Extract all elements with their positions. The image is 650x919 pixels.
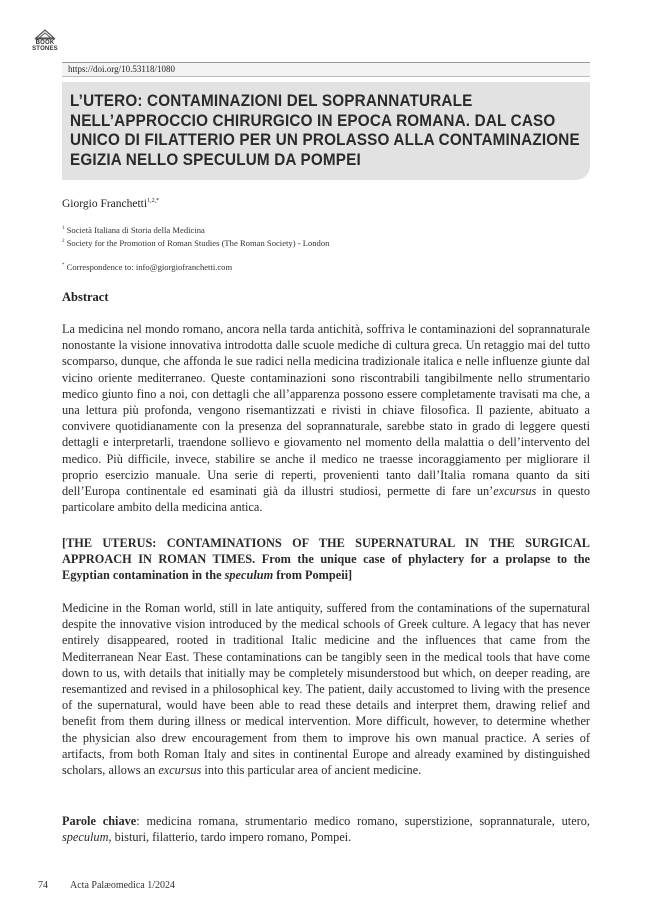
english-title-text: [THE UTERUS: CONTAMINATIONS OF THE SUPERNATURAL IN THE SURGICAL APPROACH IN ROMAN TIMES. From the unique case of phylactery for a prolapse to the Egyptian contamination in the — [62, 536, 590, 583]
doi-bar — [62, 62, 590, 77]
keywords-text: : medicina romana, strumentario medico romano, superstizione, soprannaturale, utero, — [136, 814, 590, 828]
affiliation-text: Society for the Promotion of Roman Studies (The Roman Society) - London — [66, 238, 330, 249]
english-title-text-end: from Pompeii] — [273, 568, 353, 583]
author-line — [62, 194, 159, 211]
doi-link[interactable]: https://doi.org/10.53118/1080 — [68, 64, 176, 74]
affiliation-text: Società Italiana di Storia della Medicina — [66, 224, 205, 235]
affiliations — [62, 223, 329, 250]
book-stones-icon — [34, 26, 56, 40]
logo-text-line2: STONES — [32, 46, 58, 52]
abstract-it-text: La medicina nel mondo romano, ancora nella tarda antichità, soffriva le contaminazioni del soprannaturale nonostante la visione innovativa introdotta dalle scuole mediche di cultura greca. Un retaggio mai del tutto scomparso, dunque, che affonda le sue radici nella medicina tradizionale italica e nelle influenze giunte dal vicino oriente mediterraneo. Queste contaminazioni sono riscontrabili tangibilmente nello strumentario medico giunto fino a noi, con dettagli che all’apparenza possono essere completamente travisati ma che, a una lettura più profonda, vengono risemantizzati e rivisti in chiave filosofica. Il paziente, abituato a convivere quotidianamente con la presenza del soprannaturale, sarebbe stato in grado di leggere questi dettagli e interpretarli, traendone sollievo e giovamento nel momento della malattia o dell’intervento del medico. Più difficile, invece, stabilire se anche il medico ne traesse incoraggiamento per migliorare il proprio esercizio manuale. Una serie di reperti, provenienti tanto dall’Italia romana quanto da siti dell’Europa continentale ed esaminati già da illustri studiosi, permette di fare un’ — [62, 322, 590, 499]
keywords-emphasis: speculum — [62, 830, 109, 845]
abstract-en-emphasis: excursus — [158, 763, 202, 778]
correspondence-text: Correspondence to: info@giorgiofranchetti.com — [66, 261, 233, 272]
english-title — [62, 535, 590, 584]
author-marks: 1,2,* — [147, 198, 160, 204]
correspondence — [62, 260, 232, 273]
english-title-emphasis: speculum — [224, 568, 274, 583]
paper-title: L’UTERO: CONTAMINAZIONI DEL SOPRANNATURALE NELL’APPROCCIO CHIRURGICO IN EPOCA ROMANA. DAL CASO UNICO DI FILATTERIO PER UN PROLASSO ALLA CONTAMINAZIONE EGIZIA NELLO SPECULUM DA POMPEI — [70, 92, 580, 169]
correspondence-mark: * — [62, 263, 65, 268]
affiliation-1 — [62, 223, 329, 236]
publisher-logo — [30, 26, 60, 52]
abstract-it-emphasis: excursus — [493, 484, 537, 499]
abstract-italian — [62, 321, 590, 515]
page-footer — [38, 880, 175, 892]
affiliation-mark: 1 — [62, 226, 65, 231]
abstract-en-text-end: into this particular area of ancient medicine. — [201, 763, 422, 778]
keywords — [62, 813, 590, 845]
page-number: 74 — [38, 880, 48, 891]
keywords-label: Parole chiave — [62, 814, 137, 828]
journal-name: Acta Palæomedica 1/2024 — [70, 880, 175, 891]
title-box — [62, 82, 590, 180]
logo-text-line1: BOOK — [35, 40, 55, 46]
abstract-heading: Abstract — [62, 290, 109, 304]
keywords-text-end: , bisturi, filatterio, tardo impero romano, Pompei. — [108, 830, 352, 845]
affiliation-mark: 2 — [62, 239, 65, 245]
affiliation-2 — [62, 236, 329, 249]
abstract-it-text-end: in questo particolare ambito della medicina antica. — [62, 484, 590, 515]
author-name: Giorgio Franchetti — [62, 197, 148, 210]
abstract-en-text: Medicine in the Roman world, still in late antiquity, suffered from the contaminations of the supernatural despite the innovative vision introduced by the medical schools of Greek culture. A legacy that has never entirely disappeared, rooted in traditional Italic medicine and the influences that came from the Mediterranean Near East. These contaminations can be tangibly seen in the medical tools that have come down to us, with details that initially may be completely misunderstood but which, on deeper reading, are resemantized and revised in a philosophical key. The patient, daily accustomed to living with the presence of the supernatural, would have been able to read these details and interpret them, drawing relief and benefit from them during illness or medical intervention. More difficult, however, to determine whether the physician also drew encouragement from them to improve his own manual practice. A series of artifacts, from both Roman Italy and sites in continental Europe and already examined by distinguished scholars, allows an — [62, 601, 590, 778]
abstract-english — [62, 600, 590, 778]
